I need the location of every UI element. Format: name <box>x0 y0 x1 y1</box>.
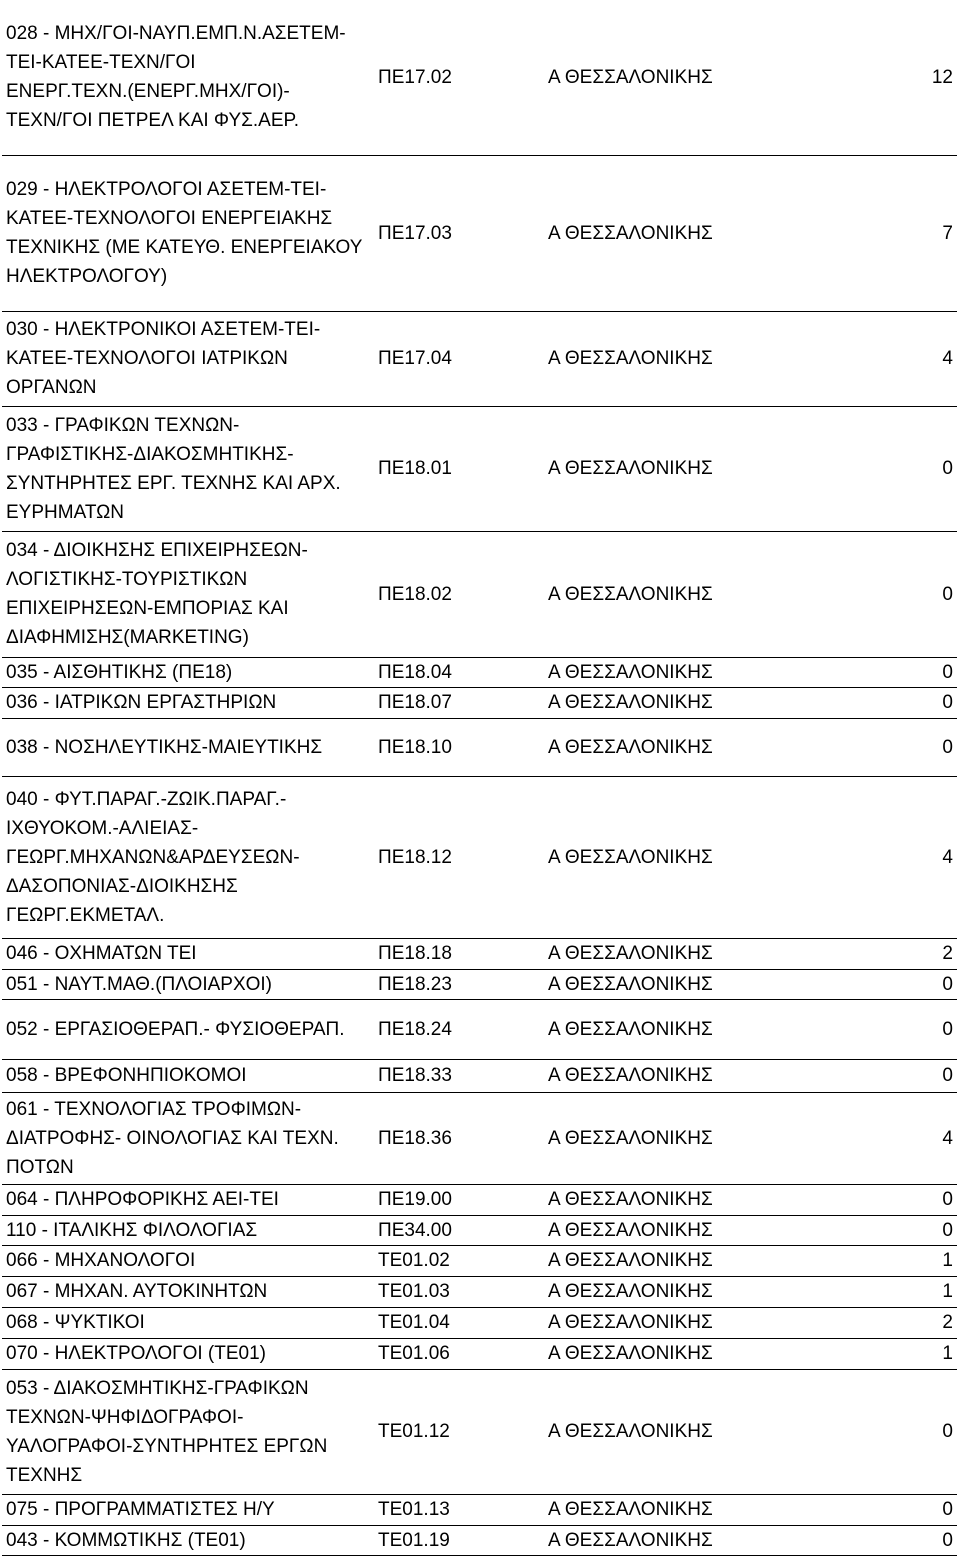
code-cell: ΤΕ01.02 <box>372 1245 540 1276</box>
region-cell: Α ΘΕΣΣΑΛΟΝΙΚΗΣ <box>540 1092 870 1184</box>
count-cell: 4 <box>870 1092 957 1184</box>
code-cell: ΤΕ01.19 <box>372 1525 540 1555</box>
specialty-cell: 052 - ΕΡΓΑΣΙΟΘΕΡΑΠ.- ΦΥΣΙΟΘΕΡΑΠ. <box>2 999 372 1059</box>
count-cell: 4 <box>870 776 957 938</box>
region-cell: Α ΘΕΣΣΑΛΟΝΙΚΗΣ <box>540 1215 870 1245</box>
table-row <box>2 531 957 657</box>
count-cell: 0 <box>870 969 957 999</box>
count-cell: 0 <box>870 1494 957 1525</box>
specialty-cell: 066 - ΜΗΧΑΝΟΛΟΓΟΙ <box>2 1245 372 1276</box>
region-cell: Α ΘΕΣΣΑΛΟΝΙΚΗΣ <box>540 718 870 776</box>
specialty-cell: 110 - ΙΤΑΛΙΚΗΣ ΦΙΛΟΛΟΓΙΑΣ <box>2 1215 372 1245</box>
region-cell: Α ΘΕΣΣΑΛΟΝΙΚΗΣ <box>540 687 870 718</box>
count-cell: 0 <box>870 531 957 657</box>
code-cell: ΤΕ01.03 <box>372 1276 540 1307</box>
specialty-cell: 067 - ΜΗΧΑΝ. ΑΥΤΟΚΙΝΗΤΩΝ <box>2 1276 372 1307</box>
specialty-cell: 038 - ΝΟΣΗΛΕΥΤΙΚΗΣ-ΜΑΙΕΥΤΙΚΗΣ <box>2 718 372 776</box>
region-cell: Α ΘΕΣΣΑΛΟΝΙΚΗΣ <box>540 531 870 657</box>
region-cell: Α ΘΕΣΣΑΛΟΝΙΚΗΣ <box>540 1338 870 1369</box>
code-cell: ΤΕ01.12 <box>372 1369 540 1494</box>
code-cell: ΠΕ18.36 <box>372 1092 540 1184</box>
count-cell: 1 <box>870 1245 957 1276</box>
specialty-cell: 068 - ΨΥΚΤΙΚΟΙ <box>2 1307 372 1338</box>
region-cell: Α ΘΕΣΣΑΛΟΝΙΚΗΣ <box>540 0 870 155</box>
table-row <box>2 687 957 718</box>
specialty-cell: 061 - ΤΕΧΝΟΛΟΓΙΑΣ ΤΡΟΦΙΜΩΝ- ΔΙΑΤΡΟΦΗΣ- ΟΙΝΟΛΟΓΙΑΣ ΚΑΙ ΤΕΧΝ. ΠΟΤΩΝ <box>2 1092 372 1184</box>
count-cell: 0 <box>870 1369 957 1494</box>
region-cell: Α ΘΕΣΣΑΛΟΝΙΚΗΣ <box>540 969 870 999</box>
table-row <box>2 1245 957 1276</box>
count-cell: 0 <box>870 999 957 1059</box>
code-cell: ΠΕ18.18 <box>372 938 540 969</box>
specialty-cell: 029 - ΗΛΕΚΤΡΟΛΟΓΟΙ ΑΣΕΤΕΜ-ΤΕΙ- ΚΑΤΕΕ-ΤΕΧΝΟΛΟΓΟΙ ΕΝΕΡΓΕΙΑΚΗΣ ΤΕΧΝΙΚΗΣ (ΜΕ ΚΑΤΕΥΘ. ΕΝΕΡΓΕΙΑΚΟΥ ΗΛΕΚΤΡΟΛΟΓΟΥ) <box>2 155 372 311</box>
count-cell: 12 <box>870 0 957 155</box>
code-cell: ΠΕ18.33 <box>372 1059 540 1092</box>
region-cell: Α ΘΕΣΣΑΛΟΝΙΚΗΣ <box>540 938 870 969</box>
table-row <box>2 938 957 969</box>
code-cell: ΠΕ18.07 <box>372 687 540 718</box>
table-row <box>2 1307 957 1338</box>
table-row <box>2 1059 957 1092</box>
region-cell: Α ΘΕΣΣΑΛΟΝΙΚΗΣ <box>540 1525 870 1555</box>
specialty-cell: 043 - ΚΟΜΜΩΤΙΚΗΣ (ΤΕ01) <box>2 1525 372 1555</box>
code-cell: ΠΕ17.04 <box>372 311 540 406</box>
count-cell: 0 <box>870 718 957 776</box>
table-row <box>2 155 957 311</box>
count-cell: 0 <box>870 657 957 687</box>
code-cell: ΠΕ17.03 <box>372 155 540 311</box>
region-cell: Α ΘΕΣΣΑΛΟΝΙΚΗΣ <box>540 1307 870 1338</box>
specialty-cell: 064 - ΠΛΗΡΟΦΟΡΙΚΗΣ ΑΕΙ-ΤΕΙ <box>2 1184 372 1215</box>
region-cell: Α ΘΕΣΣΑΛΟΝΙΚΗΣ <box>540 1245 870 1276</box>
count-cell: 0 <box>870 1184 957 1215</box>
count-cell: 0 <box>870 1525 957 1555</box>
count-cell: 0 <box>870 687 957 718</box>
count-cell: 2 <box>870 1307 957 1338</box>
region-cell: Α ΘΕΣΣΑΛΟΝΙΚΗΣ <box>540 311 870 406</box>
table-row <box>2 999 957 1059</box>
specialty-cell: 075 - ΠΡΟΓΡΑΜΜΑΤΙΣΤΕΣ Η/Υ <box>2 1494 372 1525</box>
table-row <box>2 1338 957 1369</box>
code-cell: ΠΕ17.02 <box>372 0 540 155</box>
code-cell: ΠΕ18.12 <box>372 776 540 938</box>
table-row <box>2 1494 957 1525</box>
table-row <box>2 1184 957 1215</box>
region-cell: Α ΘΕΣΣΑΛΟΝΙΚΗΣ <box>540 1276 870 1307</box>
count-cell: 1 <box>870 1276 957 1307</box>
count-cell: 4 <box>870 311 957 406</box>
specialty-cell: 051 - ΝΑΥΤ.ΜΑΘ.(ΠΛΟΙΑΡΧΟΙ) <box>2 969 372 999</box>
table-row <box>2 1369 957 1494</box>
specialty-cell: 036 - ΙΑΤΡΙΚΩΝ ΕΡΓΑΣΤΗΡΙΩΝ <box>2 687 372 718</box>
table-row <box>2 1092 957 1184</box>
code-cell: ΤΕ01.13 <box>372 1494 540 1525</box>
region-cell: Α ΘΕΣΣΑΛΟΝΙΚΗΣ <box>540 657 870 687</box>
table-row <box>2 969 957 999</box>
specialty-cell: 070 - ΗΛΕΚΤΡΟΛΟΓΟΙ (ΤΕ01) <box>2 1338 372 1369</box>
count-cell: 2 <box>870 938 957 969</box>
region-cell: Α ΘΕΣΣΑΛΟΝΙΚΗΣ <box>540 776 870 938</box>
code-cell: ΠΕ34.00 <box>372 1215 540 1245</box>
specialty-cell: 028 - ΜΗΧ/ΓΟΙ-ΝΑΥΠ.ΕΜΠ.Ν.ΑΣΕΤΕΜ- ΤΕΙ-ΚΑΤΕΕ-ΤΕΧΝ/ΓΟΙ ΕΝΕΡΓ.ΤΕΧΝ.(ΕΝΕΡΓ.ΜΗΧ/ΓΟΙ)- ΤΕΧΝ/ΓΟΙ ΠΕΤΡΕΛ ΚΑΙ ΦΥΣ.ΑΕΡ. <box>2 0 372 155</box>
count-cell: 0 <box>870 1059 957 1092</box>
region-cell: Α ΘΕΣΣΑΛΟΝΙΚΗΣ <box>540 155 870 311</box>
region-cell: Α ΘΕΣΣΑΛΟΝΙΚΗΣ <box>540 1494 870 1525</box>
region-cell: Α ΘΕΣΣΑΛΟΝΙΚΗΣ <box>540 1369 870 1494</box>
count-cell: 0 <box>870 406 957 531</box>
region-cell: Α ΘΕΣΣΑΛΟΝΙΚΗΣ <box>540 1059 870 1092</box>
code-cell: ΤΕ01.04 <box>372 1307 540 1338</box>
code-cell: ΠΕ18.23 <box>372 969 540 999</box>
code-cell: ΠΕ18.24 <box>372 999 540 1059</box>
vacancy-table-body <box>2 0 957 1555</box>
specialty-cell: 035 - ΑΙΣΘΗΤΙΚΗΣ (ΠΕ18) <box>2 657 372 687</box>
code-cell: ΠΕ19.00 <box>372 1184 540 1215</box>
specialty-cell: 053 - ΔΙΑΚΟΣΜΗΤΙΚΗΣ-ΓΡΑΦΙΚΩΝ ΤΕΧΝΩΝ-ΨΗΦΙΔΟΓΡΑΦΟΙ- ΥΑΛΟΓΡΑΦΟΙ-ΣΥΝΤΗΡΗΤΕΣ ΕΡΓΩΝ ΤΕΧΝΗΣ <box>2 1369 372 1494</box>
table-row <box>2 311 957 406</box>
table-row <box>2 406 957 531</box>
code-cell: ΠΕ18.01 <box>372 406 540 531</box>
code-cell: ΠΕ18.02 <box>372 531 540 657</box>
region-cell: Α ΘΕΣΣΑΛΟΝΙΚΗΣ <box>540 406 870 531</box>
specialty-cell: 033 - ΓΡΑΦΙΚΩΝ ΤΕΧΝΩΝ- ΓΡΑΦΙΣΤΙΚΗΣ-ΔΙΑΚΟΣΜΗΤΙΚΗΣ- ΣΥΝΤΗΡΗΤΕΣ ΕΡΓ. ΤΕΧΝΗΣ ΚΑΙ ΑΡΧ. ΕΥΡΗΜΑΤΩΝ <box>2 406 372 531</box>
table-row <box>2 776 957 938</box>
specialty-cell: 040 - ΦΥΤ.ΠΑΡΑΓ.-ΖΩΙΚ.ΠΑΡΑΓ.- ΙΧΘΥΟΚΟΜ.-ΑΛΙΕΙΑΣ- ΓΕΩΡΓ.ΜΗΧΑΝΩΝ&ΑΡΔΕΥΣΕΩΝ- ΔΑΣΟΠΟΝΙΑΣ-ΔΙΟΙΚΗΣΗΣ ΓΕΩΡΓ.ΕΚΜΕΤΑΛ. <box>2 776 372 938</box>
code-cell: ΠΕ18.04 <box>372 657 540 687</box>
region-cell: Α ΘΕΣΣΑΛΟΝΙΚΗΣ <box>540 999 870 1059</box>
count-cell: 0 <box>870 1215 957 1245</box>
table-row <box>2 657 957 687</box>
table-row <box>2 0 957 155</box>
specialty-cell: 030 - ΗΛΕΚΤΡΟΝΙΚΟΙ ΑΣΕΤΕΜ-ΤΕΙ- ΚΑΤΕΕ-ΤΕΧΝΟΛΟΓΟΙ ΙΑΤΡΙΚΩΝ ΟΡΓΑΝΩΝ <box>2 311 372 406</box>
table-row <box>2 1276 957 1307</box>
table-row <box>2 718 957 776</box>
region-cell: Α ΘΕΣΣΑΛΟΝΙΚΗΣ <box>540 1184 870 1215</box>
specialty-cell: 046 - ΟΧΗΜΑΤΩΝ ΤΕΙ <box>2 938 372 969</box>
code-cell: ΠΕ18.10 <box>372 718 540 776</box>
specialty-cell: 058 - ΒΡΕΦΟΝΗΠΙΟΚΟΜΟΙ <box>2 1059 372 1092</box>
table-row <box>2 1525 957 1555</box>
specialty-cell: 034 - ΔΙΟΙΚΗΣΗΣ ΕΠΙΧΕΙΡΗΣΕΩΝ- ΛΟΓΙΣΤΙΚΗΣ-ΤΟΥΡΙΣΤΙΚΩΝ ΕΠΙΧΕΙΡΗΣΕΩΝ-ΕΜΠΟΡΙΑΣ ΚΑΙ ΔΙΑΦΗΜΙΣΗΣ(MARKETING) <box>2 531 372 657</box>
code-cell: ΤΕ01.06 <box>372 1338 540 1369</box>
count-cell: 7 <box>870 155 957 311</box>
table-row <box>2 1215 957 1245</box>
vacancy-table <box>2 0 957 1556</box>
count-cell: 1 <box>870 1338 957 1369</box>
